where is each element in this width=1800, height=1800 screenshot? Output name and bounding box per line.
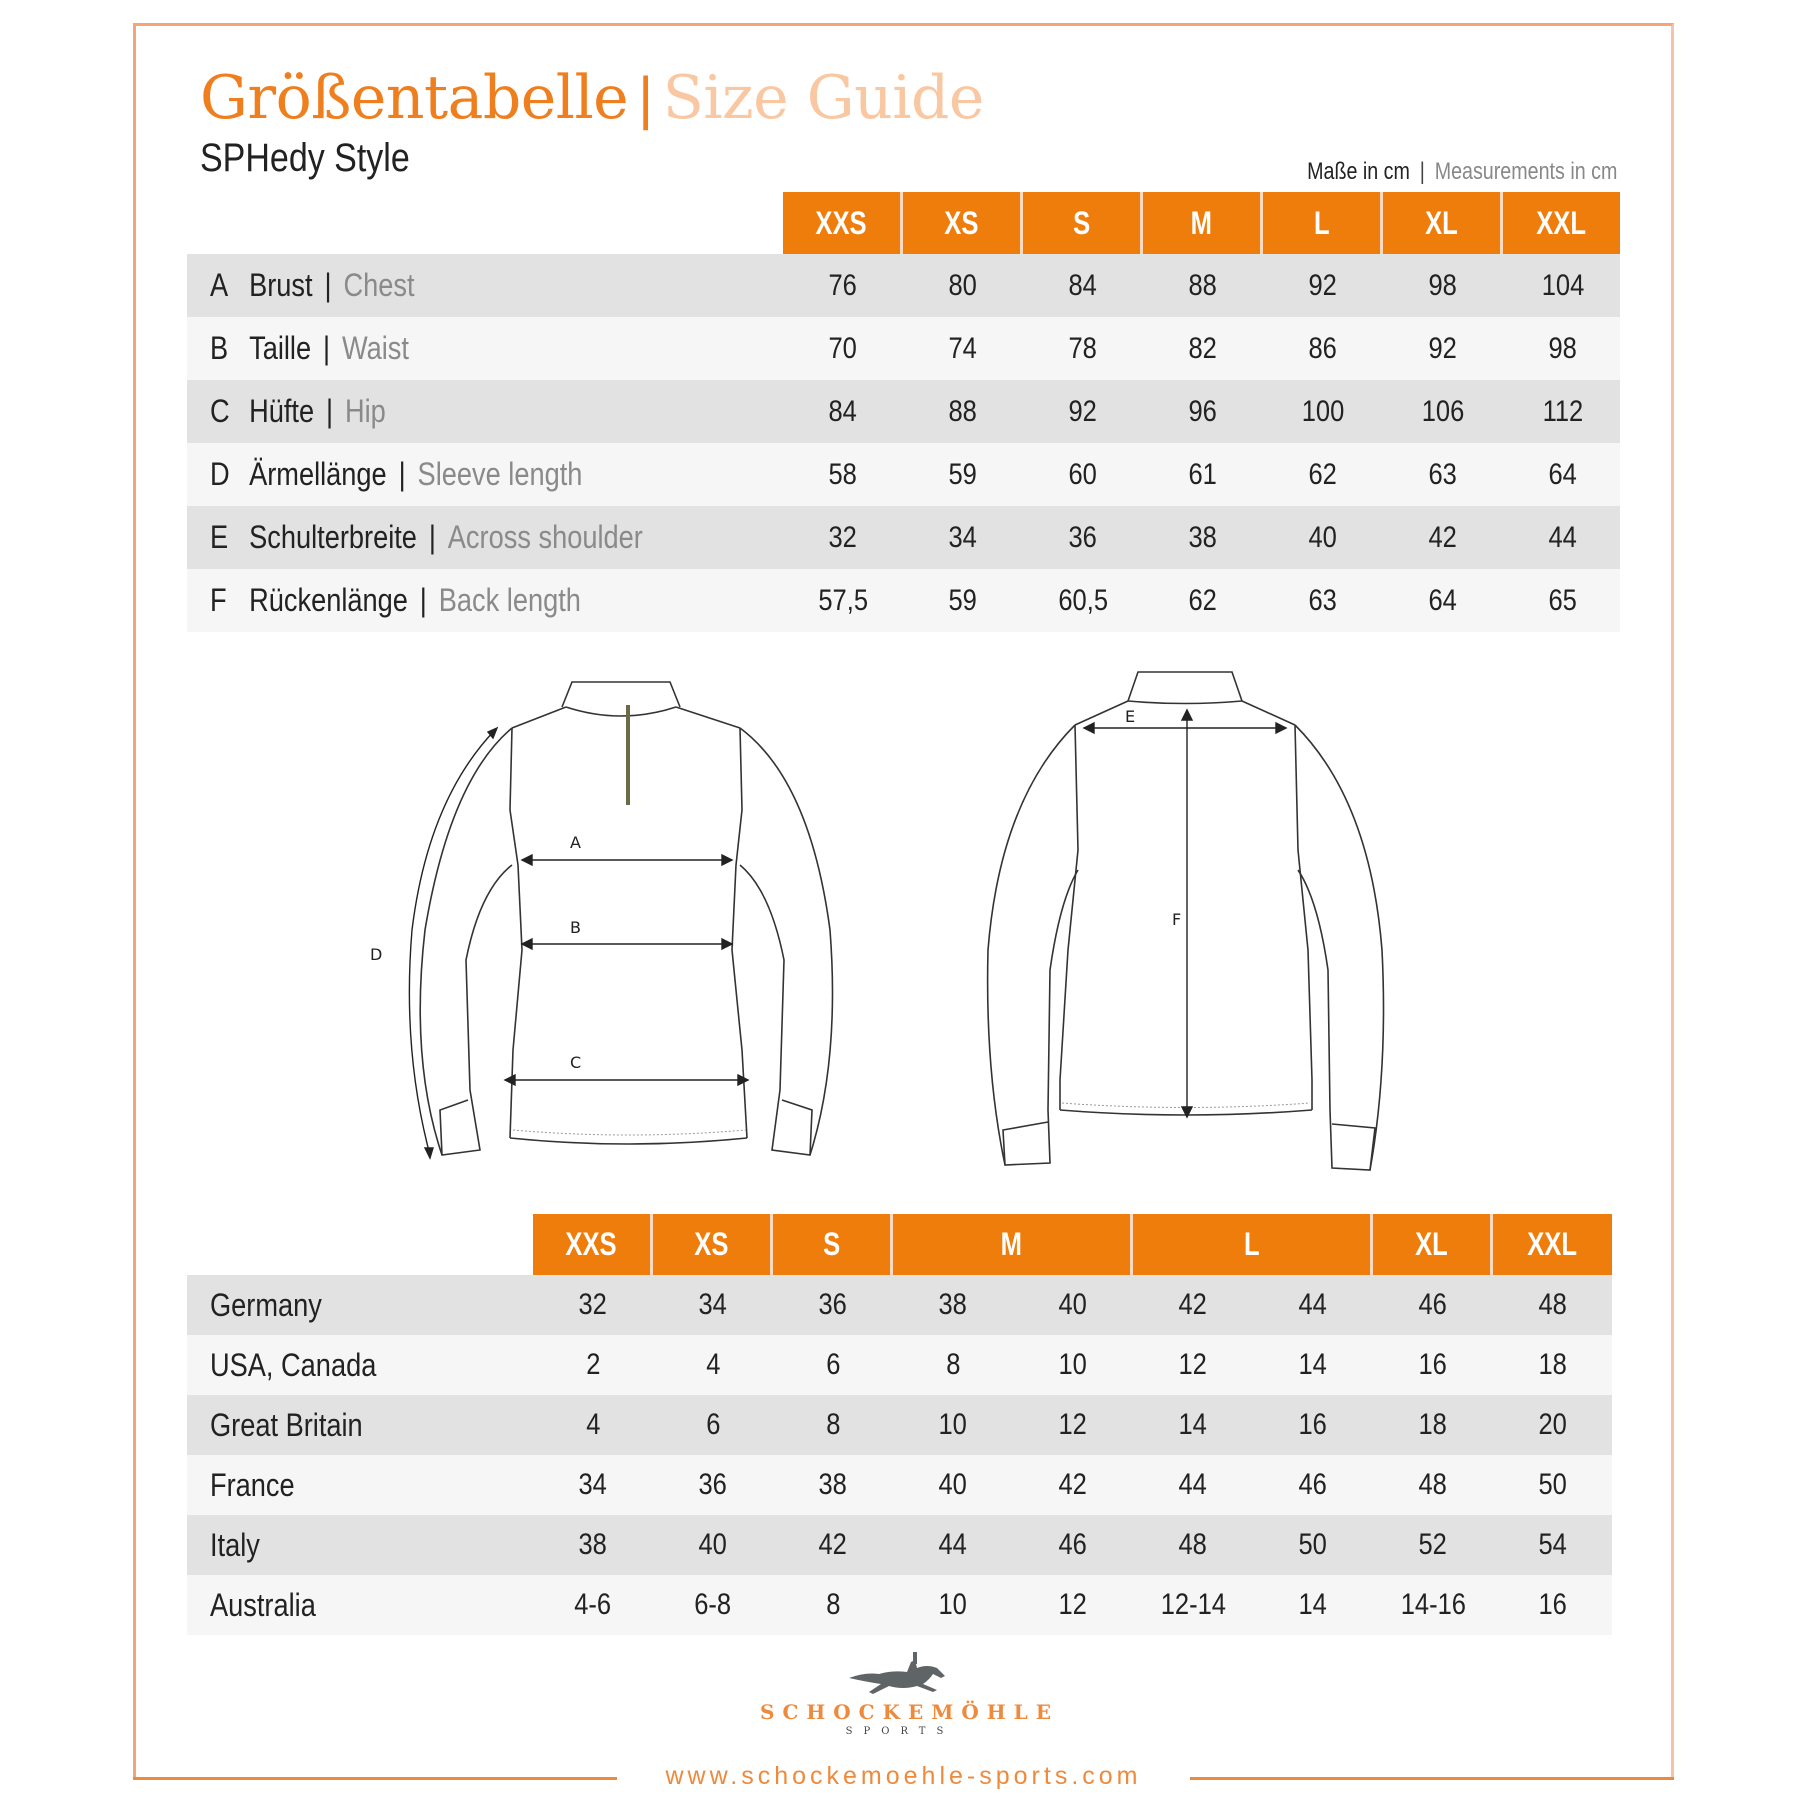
label-separator: | xyxy=(326,393,334,429)
size-header-xxl: XXL xyxy=(1503,192,1620,254)
measurement-value: 104 xyxy=(1541,269,1585,302)
measurement-value: 62 xyxy=(1308,458,1338,491)
measurement-value: 82 xyxy=(1188,332,1218,365)
measurement-value: 100 xyxy=(1301,395,1345,428)
measurement-value: 60,5 xyxy=(1058,584,1108,617)
measurement-value: 36 xyxy=(1068,521,1098,554)
conversion-value: 50 xyxy=(1538,1468,1568,1501)
conversion-value: 38 xyxy=(938,1288,968,1321)
frame-bottom-line-right xyxy=(1190,1777,1674,1780)
measurement-value: 40 xyxy=(1308,521,1338,554)
units-german: Maße in cm xyxy=(1306,158,1410,185)
conversion-value: 10 xyxy=(1058,1348,1088,1381)
measurement-value: 84 xyxy=(1068,269,1098,302)
conversion-value: 20 xyxy=(1538,1408,1568,1441)
measurement-value: 98 xyxy=(1428,269,1458,302)
measurement-label-german: Schulterbreite xyxy=(249,519,417,555)
measurement-value: 70 xyxy=(828,332,858,365)
size-header-xl: XL xyxy=(1383,192,1503,254)
measurement-value: 59 xyxy=(948,458,978,491)
measurement-value: 57,5 xyxy=(818,584,868,617)
website-link[interactable]: www.schockemoehle-sports.com xyxy=(665,1762,1142,1790)
conversion-value: 48 xyxy=(1178,1528,1208,1561)
measurement-label xyxy=(210,582,581,619)
conversion-value: 14 xyxy=(1298,1588,1328,1621)
measurement-value: 92 xyxy=(1428,332,1458,365)
conversion-values xyxy=(533,1575,1613,1635)
conversion-values xyxy=(533,1275,1613,1335)
units-note xyxy=(1307,158,1617,186)
conversion-value: 8 xyxy=(825,1408,841,1441)
conversion-value: 10 xyxy=(938,1588,968,1621)
measurement-letter: F xyxy=(210,582,227,618)
measurement-value: 60 xyxy=(1068,458,1098,491)
conversion-value: 36 xyxy=(698,1468,728,1501)
measurement-value: 78 xyxy=(1068,332,1098,365)
measurement-value: 58 xyxy=(828,458,858,491)
conversion-value: 4 xyxy=(585,1408,601,1441)
conversion-value: 46 xyxy=(1418,1288,1448,1321)
measurement-row xyxy=(187,569,1620,632)
label-separator: | xyxy=(398,456,406,492)
measurement-value: 98 xyxy=(1548,332,1578,365)
measurement-label-english: Sleeve length xyxy=(417,456,583,492)
brand-subtitle: SPORTS xyxy=(845,1726,955,1737)
measurement-label-german: Brust xyxy=(249,267,313,303)
conversion-value: 40 xyxy=(1058,1288,1088,1321)
title-german: Größentabelle xyxy=(200,63,629,133)
conversion-values xyxy=(533,1455,1613,1515)
measurement-values xyxy=(783,443,1623,506)
page-title xyxy=(200,58,984,139)
label-separator: | xyxy=(322,330,331,366)
measurement-label-english: Chest xyxy=(343,267,415,303)
country-label: Great Britain xyxy=(210,1407,363,1443)
measurement-label-english: Across shoulder xyxy=(447,519,643,555)
conversion-value: 54 xyxy=(1538,1528,1568,1561)
conversion-table-body xyxy=(187,1275,1612,1635)
conv-header-xxs: XXS xyxy=(533,1214,653,1275)
conversion-value: 18 xyxy=(1538,1348,1568,1381)
size-header-m: M xyxy=(1143,192,1263,254)
measurement-value: 63 xyxy=(1308,584,1338,617)
measurement-table-body xyxy=(187,254,1620,632)
conversion-value: 14 xyxy=(1298,1348,1328,1381)
conversion-value: 46 xyxy=(1298,1468,1328,1501)
measurement-letter: C xyxy=(210,393,230,429)
conversion-value: 14-16 xyxy=(1400,1588,1466,1621)
measurement-values xyxy=(783,254,1623,317)
conversion-value: 44 xyxy=(1298,1288,1328,1321)
conversion-value: 6 xyxy=(825,1348,841,1381)
conversion-table-header xyxy=(533,1214,1612,1275)
measurement-table-header xyxy=(783,192,1620,254)
conversion-value: 12 xyxy=(1058,1588,1088,1621)
conv-header-s: S xyxy=(773,1214,893,1275)
conversion-value: 48 xyxy=(1538,1288,1568,1321)
measurement-label xyxy=(210,330,409,367)
size-header-s: S xyxy=(1023,192,1143,254)
conversion-value: 44 xyxy=(1178,1468,1208,1501)
front-shirt-illustration xyxy=(370,660,850,1180)
measurement-label-english: Hip xyxy=(344,393,386,429)
conversion-value: 34 xyxy=(698,1288,728,1321)
conv-header-xs: XS xyxy=(653,1214,773,1275)
measurement-letter: E xyxy=(210,519,229,555)
conversion-value: 12 xyxy=(1178,1348,1208,1381)
measurement-value: 74 xyxy=(948,332,978,365)
conversion-value: 8 xyxy=(945,1348,961,1381)
country-label: Germany xyxy=(210,1287,322,1323)
conversion-row xyxy=(187,1515,1612,1575)
conversion-value: 16 xyxy=(1538,1588,1568,1621)
measurement-row xyxy=(187,380,1620,443)
frame-bottom-line-left xyxy=(133,1777,617,1780)
measurement-value: 88 xyxy=(948,395,978,428)
product-name: SPHedy Style xyxy=(200,136,410,180)
measurement-value: 62 xyxy=(1188,584,1218,617)
conversion-value: 6-8 xyxy=(694,1588,732,1621)
units-english: Measurements in cm xyxy=(1434,158,1617,185)
conversion-value: 6 xyxy=(705,1408,721,1441)
measurement-values xyxy=(783,317,1623,380)
conv-header-xxl: XXL xyxy=(1493,1214,1612,1275)
conversion-value: 40 xyxy=(698,1528,728,1561)
conversion-value: 52 xyxy=(1418,1528,1448,1561)
label-d: D xyxy=(370,945,383,964)
measurement-value: 64 xyxy=(1548,458,1578,491)
conversion-values xyxy=(533,1335,1613,1395)
measurement-letter: D xyxy=(210,456,230,492)
measurement-value: 38 xyxy=(1188,521,1218,554)
measurement-label-german: Ärmellänge xyxy=(249,456,387,492)
conversion-value: 36 xyxy=(818,1288,848,1321)
conv-header-m: M xyxy=(893,1214,1133,1275)
conversion-value: 48 xyxy=(1418,1468,1448,1501)
measurement-label xyxy=(210,456,582,493)
label-e: E xyxy=(1125,707,1136,726)
conversion-value: 8 xyxy=(825,1588,841,1621)
measurement-values xyxy=(783,506,1623,569)
back-garment-diagram xyxy=(960,650,1420,1190)
brand-name: SCHOCKEMÖHLE xyxy=(760,1700,1059,1724)
back-shirt-illustration xyxy=(960,650,1420,1190)
measurement-row xyxy=(187,506,1620,569)
measurement-label xyxy=(210,393,386,430)
measurement-value: 92 xyxy=(1308,269,1338,302)
measurement-value: 63 xyxy=(1428,458,1458,491)
conversion-value: 14 xyxy=(1178,1408,1208,1441)
conversion-row xyxy=(187,1575,1612,1635)
conversion-row xyxy=(187,1335,1612,1395)
conversion-value: 44 xyxy=(938,1528,968,1561)
measurement-label-german: Rückenlänge xyxy=(249,582,408,618)
measurement-value: 86 xyxy=(1308,332,1338,365)
conversion-value: 16 xyxy=(1298,1408,1328,1441)
conversion-value: 34 xyxy=(578,1468,608,1501)
conv-header-l: L xyxy=(1133,1214,1373,1275)
brand-logo xyxy=(760,1650,1059,1760)
measurement-value: 61 xyxy=(1188,458,1218,491)
conversion-value: 18 xyxy=(1418,1408,1448,1441)
label-b: B xyxy=(570,918,581,937)
measurement-value: 32 xyxy=(828,521,858,554)
conversion-value: 10 xyxy=(938,1408,968,1441)
country-label: France xyxy=(210,1467,295,1503)
label-separator: | xyxy=(324,267,332,303)
label-f: F xyxy=(1172,910,1182,929)
measurement-value: 59 xyxy=(948,584,978,617)
label-separator: | xyxy=(428,519,436,555)
measurement-values xyxy=(783,380,1623,443)
measurement-value: 112 xyxy=(1542,395,1584,428)
front-garment-diagram xyxy=(370,660,850,1180)
measurement-values xyxy=(783,569,1623,632)
measurement-value: 64 xyxy=(1428,584,1458,617)
measurement-label-german: Hüfte xyxy=(249,393,315,429)
measurement-value: 34 xyxy=(948,521,978,554)
title-separator: | xyxy=(638,66,653,131)
measurement-label xyxy=(210,267,415,304)
conversion-value: 40 xyxy=(938,1468,968,1501)
conversion-values xyxy=(533,1515,1613,1575)
conversion-value: 50 xyxy=(1298,1528,1328,1561)
conversion-value: 38 xyxy=(818,1468,848,1501)
measurement-label xyxy=(210,519,643,556)
measurement-value: 42 xyxy=(1428,521,1458,554)
measurement-value: 80 xyxy=(948,269,978,302)
conversion-value: 46 xyxy=(1058,1528,1088,1561)
conversion-value: 42 xyxy=(818,1528,848,1561)
measurement-label-german: Taille xyxy=(249,330,312,366)
title-english: Size Guide xyxy=(662,63,984,133)
conversion-values xyxy=(533,1395,1613,1455)
country-label: Australia xyxy=(210,1587,316,1623)
label-c: C xyxy=(570,1053,582,1072)
conversion-value: 38 xyxy=(578,1528,608,1561)
conversion-row xyxy=(187,1275,1612,1335)
conversion-value: 42 xyxy=(1178,1288,1208,1321)
horse-rider-icon xyxy=(845,1650,955,1698)
units-separator: | xyxy=(1419,158,1425,185)
measurement-value: 88 xyxy=(1188,269,1218,302)
measurement-label-english: Waist xyxy=(341,330,409,366)
measurement-letter: A xyxy=(210,267,229,303)
size-header-l: L xyxy=(1263,192,1383,254)
measurement-value: 92 xyxy=(1068,395,1098,428)
conversion-value: 4-6 xyxy=(574,1588,612,1621)
measurement-label-english: Back length xyxy=(438,582,581,618)
measurement-row xyxy=(187,443,1620,506)
measurement-value: 96 xyxy=(1188,395,1218,428)
country-label: USA, Canada xyxy=(210,1347,377,1383)
measurement-value: 65 xyxy=(1548,584,1578,617)
size-header-xs: XS xyxy=(903,192,1023,254)
measurement-row xyxy=(187,317,1620,380)
label-separator: | xyxy=(419,582,427,618)
country-label: Italy xyxy=(210,1527,260,1563)
measurement-value: 106 xyxy=(1421,395,1465,428)
conversion-value: 2 xyxy=(585,1348,601,1381)
conversion-value: 42 xyxy=(1058,1468,1088,1501)
measurement-row xyxy=(187,254,1620,317)
size-header-xxs: XXS xyxy=(783,192,903,254)
conversion-value: 12-14 xyxy=(1160,1588,1226,1621)
conversion-row xyxy=(187,1395,1612,1455)
conv-header-xl: XL xyxy=(1373,1214,1493,1275)
conversion-row xyxy=(187,1455,1612,1515)
measurement-letter: B xyxy=(210,330,229,366)
conversion-value: 4 xyxy=(705,1348,721,1381)
label-a: A xyxy=(570,833,581,852)
conversion-value: 32 xyxy=(578,1288,608,1321)
measurement-value: 44 xyxy=(1548,521,1578,554)
measurement-value: 76 xyxy=(828,269,858,302)
measurement-value: 84 xyxy=(828,395,858,428)
conversion-value: 16 xyxy=(1418,1348,1448,1381)
conversion-value: 12 xyxy=(1058,1408,1088,1441)
